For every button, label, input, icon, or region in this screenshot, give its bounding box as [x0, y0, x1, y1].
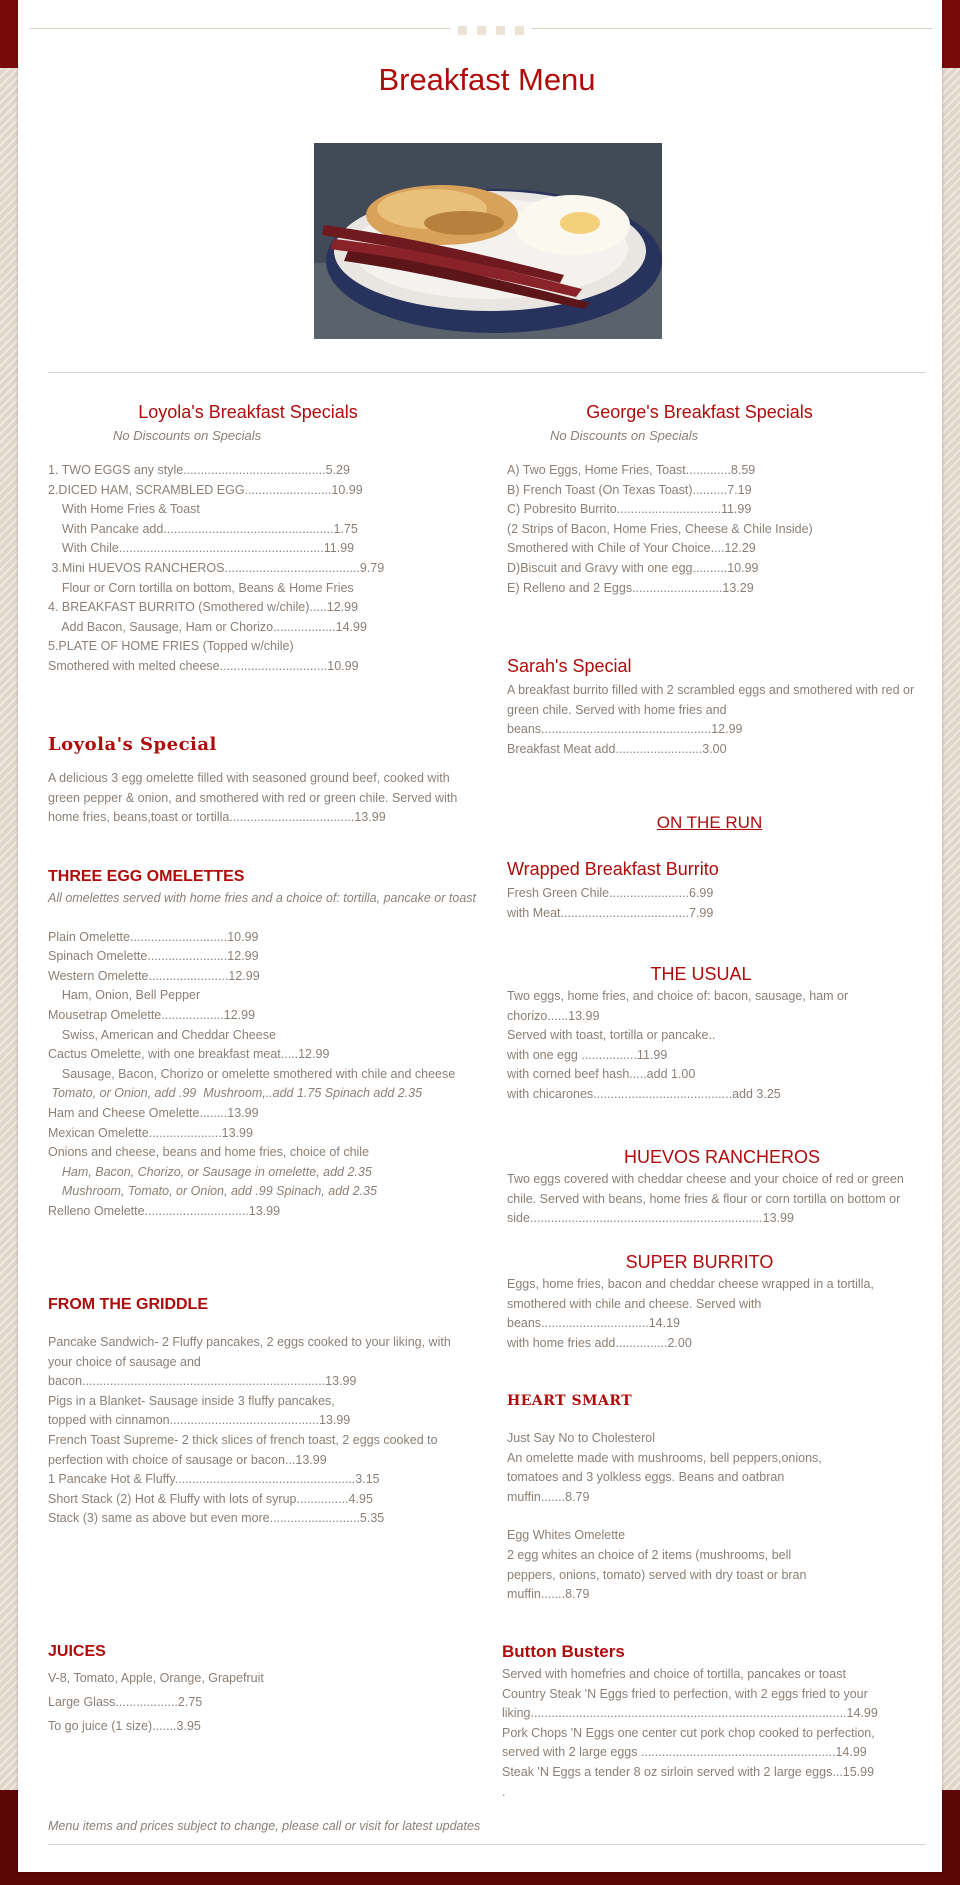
huevos-rancheros-section	[507, 1147, 942, 1229]
top-rule-left	[30, 28, 450, 29]
menu-item: Tomato, or Onion, add .99 Mushroom,..add 1.75 Spinach add 2.35	[48, 1086, 423, 1101]
menu-item: V-8, Tomato, Apple, Orange, Grapefruit	[48, 1671, 264, 1685]
menu-item: Steak 'N Eggs a tender 8 oz sirloin served with 2 large eggs...15.99	[502, 1764, 875, 1779]
super-burrito-extra: with home fries add...............2.00	[507, 1335, 692, 1350]
menu-item: Ham, Bacon, Chorizo, or Sausage in omelette, add 2.35	[48, 1164, 372, 1179]
juices-list	[48, 1666, 478, 1738]
wrapped-burrito-section	[507, 859, 942, 923]
the-usual-section	[507, 964, 942, 1105]
menu-item: Two eggs, home fries, and choice of: bacon, sausage, ham or chorizo......13.99	[507, 989, 849, 1023]
george-specials-list	[507, 461, 942, 598]
menu-item: (2 Strips of Bacon, Home Fries, Cheese & Chile Inside)	[507, 521, 813, 536]
griddle-list	[48, 1333, 478, 1529]
menu-item: Ham and Cheese Omelette........13.99	[48, 1105, 259, 1120]
menu-item: Served with toast, tortilla or pancake..	[507, 1028, 716, 1043]
heart-smart-item1-title: Just Say No to Cholesterol	[507, 1431, 655, 1445]
menu-item: Mushroom, Tomato, or Onion, add .99 Spinach, add 2.35	[48, 1184, 377, 1199]
menu-item: 1. TWO EGGS any style.........................................5.29	[48, 463, 350, 477]
super-burrito-text: Eggs, home fries, bacon and cheddar cheese wrapped in a tortilla, smothered with chile and cheese. Served with beans...............................14.19	[507, 1277, 874, 1331]
loyola-special-heading: Loyola's Special	[48, 734, 217, 755]
griddle-heading: FROM THE GRIDDLE	[48, 1296, 208, 1313]
menu-item: Mousetrap Omelette..................12.99	[48, 1007, 256, 1022]
menu-item: with corned beef hash.....add 1.00	[507, 1067, 696, 1082]
menu-item: 2.DICED HAM, SCRAMBLED EGG.........................10.99	[48, 482, 363, 497]
menu-item: French Toast Supreme- 2 thick slices of french toast, 2 eggs cooked to perfection with choice of sausage or bacon...13.99	[48, 1432, 438, 1467]
menu-item: Spinach Omelette.......................12.99	[48, 949, 259, 964]
menu-item: Pigs in a Blanket- Sausage inside 3 fluffy pancakes, topped with cinnamon...........................................13.99	[48, 1393, 351, 1428]
omelettes-list	[48, 928, 478, 1222]
menu-item: Smothered with melted cheese...............................10.99	[48, 658, 359, 673]
menu-item: Pork Chops 'N Eggs one center cut pork chop cooked to perfection, served with 2 large eggs ........................................................14.99	[502, 1725, 875, 1760]
heart-smart-item2-text: 2 egg whites an choice of 2 items (mushrooms, bell peppers, onions, tomato) served with dry toast or bran muffin.......8.79	[507, 1547, 807, 1602]
loyola-specials-note: No Discounts on Specials	[113, 428, 262, 443]
sarah-special-text: A breakfast burrito filled with 2 scrambled eggs and smothered with red or green chile. Served with home fries and beans.................................................12.99	[507, 683, 915, 737]
wrapped-burrito-list	[507, 884, 942, 923]
sarah-special-section	[507, 656, 942, 759]
menu-item: B) French Toast (On Texas Toast)..........7.19	[507, 482, 752, 497]
menu-item: Ham, Onion, Bell Pepper	[48, 988, 201, 1003]
menu-item: 1 Pancake Hot & Fluffy....................................................3.15	[48, 1472, 380, 1487]
menu-item: Western Omelette.......................12.99	[48, 968, 260, 983]
menu-item: With Home Fries & Toast	[48, 502, 200, 517]
omelettes-heading: THREE EGG OMELETTES	[48, 868, 245, 885]
menu-item: 4. BREAKFAST BURRITO (Smothered w/chile).....12.99	[48, 600, 359, 615]
george-specials-section	[507, 402, 942, 598]
on-the-run-heading: ON THE RUN	[656, 813, 763, 832]
loyola-specials-list	[48, 461, 478, 677]
menu-item: To go juice (1 size).......3.95	[48, 1719, 201, 1733]
menu-item: with Meat.....................................7.99	[507, 905, 714, 920]
top-rule-right	[532, 28, 932, 29]
button-busters-heading: Button Busters	[502, 1642, 625, 1661]
juices-section	[48, 1643, 478, 1738]
menu-item: .	[502, 1784, 506, 1799]
menu-item: Country Steak 'N Eggs fried to perfection, with 2 eggs fried to your liking...........................................................................................14.99	[502, 1686, 878, 1721]
menu-item: With Pancake add.................................................1.75	[48, 521, 358, 536]
menu-item: with one egg ................11.99	[507, 1047, 668, 1062]
menu-item: C) Pobresito Burrito..............................11.99	[507, 502, 752, 517]
sarah-special-heading: Sarah's Special	[507, 656, 632, 676]
heart-smart-heading: HEART SMART	[507, 1393, 633, 1409]
menu-item: Onions and cheese, beans and home fries, choice of chile	[48, 1145, 370, 1160]
menu-item: Cactus Omelette, with one breakfast meat.....12.99	[48, 1047, 330, 1062]
button-busters-list	[502, 1665, 902, 1802]
menu-item: With Chile...........................................................11.99	[48, 541, 355, 556]
menu-item: Relleno Omelette..............................13.99	[48, 1203, 281, 1218]
the-usual-heading: THE USUAL	[650, 964, 752, 984]
menu-item: Pancake Sandwich- 2 Fluffy pancakes, 2 eggs cooked to your liking, with your choice of sausage and bacon......................................................................13.99	[48, 1335, 451, 1389]
header-divider	[48, 372, 926, 373]
george-specials-note: No Discounts on Specials	[550, 428, 699, 443]
juices-heading: JUICES	[48, 1643, 106, 1660]
super-burrito-section	[507, 1252, 942, 1353]
heart-smart-item2-title: Egg Whites Omelette	[507, 1528, 626, 1543]
super-burrito-heading: SUPER BURRITO	[625, 1252, 774, 1272]
huevos-rancheros-text: Two eggs covered with cheddar cheese and your choice of red or green chile. Served with beans, home fries & flour or corn tortilla on bottom or side...................................................................13.99	[507, 1172, 904, 1226]
menu-item: D)Biscuit and Gravy with one egg..........10.99	[507, 560, 759, 575]
omelettes-section	[48, 868, 478, 1222]
decorative-dots	[451, 23, 531, 38]
menu-item: Short Stack (2) Hot & Fluffy with lots of syrup...............4.95	[48, 1491, 373, 1506]
menu-item: with chicarones........................................add 3.25	[507, 1086, 781, 1101]
menu-item: Swiss, American and Cheddar Cheese	[48, 1027, 276, 1042]
menu-item: Large Glass..................2.75	[48, 1695, 203, 1709]
footer-divider	[48, 1844, 926, 1845]
menu-item: Stack (3) same as above but even more..........................5.35	[48, 1511, 385, 1526]
on-the-run-section	[507, 813, 942, 833]
menu-item: 3.Mini HUEVOS RANCHEROS.......................................9.79	[48, 560, 385, 575]
huevos-rancheros-heading: HUEVOS RANCHEROS	[623, 1147, 821, 1167]
menu-item: Served with homefries and choice of tortilla, pancakes or toast	[502, 1667, 846, 1681]
loyola-special-section	[48, 734, 478, 828]
menu-item: Sausage, Bacon, Chorizo or omelette smothered with chile and cheese	[48, 1066, 456, 1081]
menu-item: Flour or Corn tortilla on bottom, Beans & Home Fries	[48, 580, 354, 595]
loyola-specials-heading: Loyola's Breakfast Specials	[138, 402, 358, 422]
button-busters-section	[502, 1642, 942, 1802]
heart-smart-section	[507, 1393, 942, 1605]
menu-item: A) Two Eggs, Home Fries, Toast.............8.59	[507, 463, 756, 477]
breakfast-plate-photo	[314, 143, 662, 339]
the-usual-list	[507, 987, 922, 1105]
menu-item: Add Bacon, Sausage, Ham or Chorizo..................14.99	[48, 619, 367, 634]
wrapped-burrito-heading: Wrapped Breakfast Burrito	[507, 859, 719, 879]
menu-page	[18, 0, 942, 1872]
loyola-special-text: A delicious 3 egg omelette filled with seasoned ground beef, cooked with green pepper & onion, and smothered with red or green chile. Served with home fries, beans,toast or tortilla....................................13.99	[48, 771, 458, 825]
footer-note: Menu items and prices subject to change, please call or visit for latest updates	[48, 1819, 481, 1833]
menu-item: 5.PLATE OF HOME FRIES (Topped w/chile)	[48, 639, 294, 654]
menu-item: Smothered with Chile of Your Choice....12.29	[507, 541, 756, 556]
page-title: Breakfast Menu	[378, 62, 596, 97]
menu-item: E) Relleno and 2 Eggs..........................13.29	[507, 580, 754, 595]
omelettes-note: All omelettes served with home fries and a choice of: tortilla, pancake or toast	[48, 891, 476, 905]
george-specials-heading: George's Breakfast Specials	[586, 402, 813, 422]
menu-item: Fresh Green Chile.......................6.99	[507, 886, 714, 900]
sarah-special-extra: Breakfast Meat add.........................3.00	[507, 741, 727, 756]
griddle-section	[48, 1296, 478, 1529]
heart-smart-item1-text: An omelette made with mushrooms, bell peppers,onions, tomatoes and 3 yolkless eggs. Beans and oatbran muffin.......8.79	[507, 1450, 822, 1504]
menu-item: Mexican Omelette.....................13.99	[48, 1125, 253, 1140]
menu-item: Plain Omelette............................10.99	[48, 929, 259, 944]
loyola-specials-section	[48, 402, 478, 677]
